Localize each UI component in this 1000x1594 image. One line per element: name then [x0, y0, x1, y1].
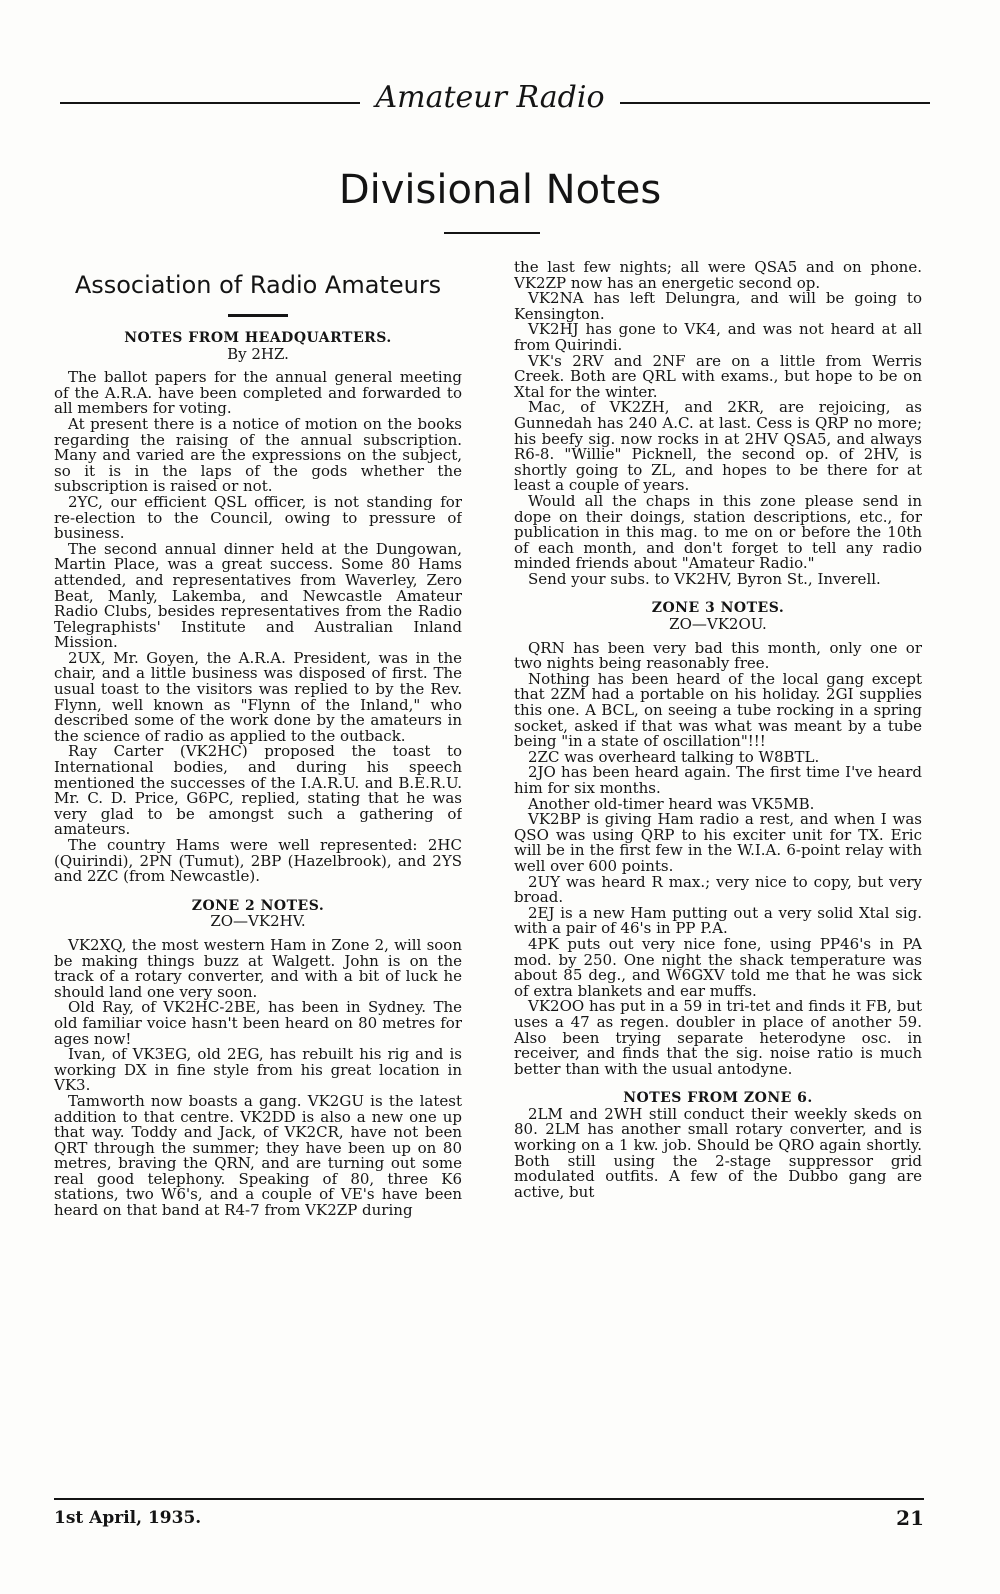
footer-rule [54, 1498, 924, 1500]
section-title: Association of Radio Amateurs [74, 271, 442, 299]
paragraph: The second annual dinner held at the Dungowan, Martin Place, was a great success. Some 80 Hams attended, and representatives from Waverley, Zero Beat, Manly, Lakemba, and Newcastle Amateur Radio Clubs, besides representatives from the Radio Telegraphists' Institute and Australian Inland Mission. [54, 539, 462, 652]
masthead-rule-right [620, 102, 930, 104]
page-title: Divisional Notes [338, 167, 662, 213]
paragraph: 2UX, Mr. Goyen, the A.R.A. President, was in the chair, and a little business was disposed of first. The usual toast to the visitors was replied to by the Rev. Flynn, well known as "Flynn of the Inland," who described some of the work done by the amateurs in the science of radio as applied to the outback. [54, 648, 462, 745]
right-column [514, 260, 922, 1490]
masthead-title: Amateur Radio [375, 80, 605, 115]
hq-heading: NOTES FROM HEADQUARTERS. [124, 330, 392, 346]
paragraph: 2JO has been heard again. The first time I've heard him for six months. [514, 763, 922, 797]
paragraph: VK2NA has left Delungra, and will be going to Kensington. [514, 289, 922, 323]
paragraph: the last few nights; all were QSA5 and on phone. VK2ZP now has an energetic second op. [514, 260, 922, 292]
page-number: 21 [896, 1506, 924, 1530]
paragraph: Send your subs. to VK2HV, Byron St., Inverell. [528, 569, 881, 588]
paragraph: VK2HJ has gone to VK4, and was not heard at all from Quirindi. [514, 320, 922, 354]
paragraph: Mac, of VK2ZH, and 2KR, are rejoicing, as Gunnedah has 240 A.C. at last. Cess is QRP no more; his beefy sig. now rocks in at 2HV QSA5, and always R6-8. "Willie" Picknell, the second op. of 2HV, is shortly going to ZL, and hopes to be there for at least a couple of years. [514, 398, 922, 495]
paragraph: 2ZC was overheard talking to W8BTL. [528, 747, 820, 766]
paragraph: VK2OO has put in a 59 in tri-tet and finds it FB, but uses a 47 as regen. doubler in place of another 59. Also been trying separate heterodyne osc. in receiver, and finds that the sig. noise ratio is much better than with the usual antodyne. [514, 997, 922, 1078]
paragraph: Tamworth now boasts a gang. VK2GU is the latest addition to that centre. VK2DD is also a new one up that way. Toddy and Jack, of VK2CR, have not been QRT through the summer; they have been up on 80 metres, braving the QRN, and are turning out some real good telephony. Speaking of 80, three K6 stations, two W6's, and a couple of VE's have been heard on that band at R4-7 from VK2ZP during [54, 1091, 462, 1220]
title-rule [444, 232, 540, 234]
zone2-byline: ZO—VK2HV. [210, 912, 306, 931]
paragraph: 2UY was heard R max.; very nice to copy, but very broad. [514, 872, 922, 907]
paragraph: Would all the chaps in this zone please send in dope on their doings, station descriptions, etc., for publication in this mag. to me on or before the 10th of each month, and don't forget to tell any radio minded friends about "Amateur Radio." [514, 491, 922, 573]
paragraph: 4PK puts out very nice fone, using PP46's in PA mod. by 250. One night the shack temperature was about 85 deg., and W6GXV told me that he was sick of extra blankets and ear muffs. [514, 934, 922, 1000]
paragraph: Nothing has been heard of the local gang except that 2ZM had a portable on his holiday. 2GI supplies this one. A BCL, on seeing a tube rocking in a spring socket, asked if that was what was meant by a tube being "in a state of oscillation"!!! [514, 669, 922, 751]
paragraph: Ray Carter (VK2HC) proposed the toast to International bodies, and during his speech mentioned the successes of the I.A.R.U. and B.E.R.U. Mr. C. D. Price, G6PC, replied, stating that he was very glad to be amongst such a gathering of amateurs. [54, 742, 462, 839]
paragraph: 2LM and 2WH still conduct their weekly skeds on 80. 2LM has another small rotary converter, and is working on a 1 kw. job. Should be QRO again shortly. Both still using the 2-stage suppressor grid modulated outfits. A few of the Dubbo gang are active, but [514, 1104, 922, 1201]
section-rule [228, 314, 288, 317]
left-column [54, 260, 462, 1490]
paragraph: At present there is a notice of motion on the books regarding the raising of the annual subscription. Many and varied are the expressions on the subject, so it is in the laps of the gods whether the subscription is raised or not. [54, 414, 462, 496]
zone6-heading: NOTES FROM ZONE 6. [623, 1090, 813, 1107]
paragraph: VK2BP is giving Ham radio a rest, and when I was QSO was using QRP to his exciter unit for TX. Eric will be in the first few in the W.I.A. 6-point relay with well over 600 points. [514, 810, 922, 875]
paragraph: The ballot papers for the annual general meeting of the A.R.A. have been completed and forwarded to all members for voting. [54, 368, 462, 418]
paragraph: The country Hams were well represented: 2HC (Quirindi), 2PN (Tumut), 2BP (Hazelbrook), and 2YS and 2ZC (from Newcastle). [54, 836, 462, 886]
paragraph: VK's 2RV and 2NF are on a little from Werris Creek. Both are QRL with exams., but hope to be on Xtal for the winter. [514, 351, 922, 401]
paragraph: Ivan, of VK3EG, old 2EG, has rebuilt his rig and is working DX in fine style from his great location in VK3. [54, 1045, 462, 1095]
paragraph: Old Ray, of VK2HC-2BE, has been in Sydney. The old familiar voice hasn't been heard on 80 metres for ages now! [54, 998, 462, 1048]
zone2-heading: ZONE 2 NOTES. [191, 897, 325, 914]
zone3-byline: ZO—VK2OU. [669, 615, 767, 634]
masthead [60, 78, 930, 118]
paragraph: VK2XQ, the most western Ham in Zone 2, will soon be making things buzz at Walgett. John is on the track of a rotary converter, and with a bit of luck he should land one very soon. [54, 935, 462, 1001]
paragraph: Another old-timer heard was VK5MB. [528, 794, 815, 813]
paragraph: 2EJ is a new Ham putting out a very solid Xtal sig. with a pair of 46's in PP P.A. [514, 903, 922, 938]
zone3-heading: ZONE 3 NOTES. [651, 600, 785, 617]
hq-byline: By 2HZ. [227, 344, 289, 363]
issue-date: 1st April, 1935. [54, 1508, 202, 1528]
paragraph: 2YC, our efficient QSL officer, is not standing for re-election to the Council, owing to pressure of business. [54, 492, 462, 543]
masthead-rule-left [60, 102, 360, 104]
paragraph: QRN has been very bad this month, only one or two nights being reasonably free. [514, 638, 922, 673]
